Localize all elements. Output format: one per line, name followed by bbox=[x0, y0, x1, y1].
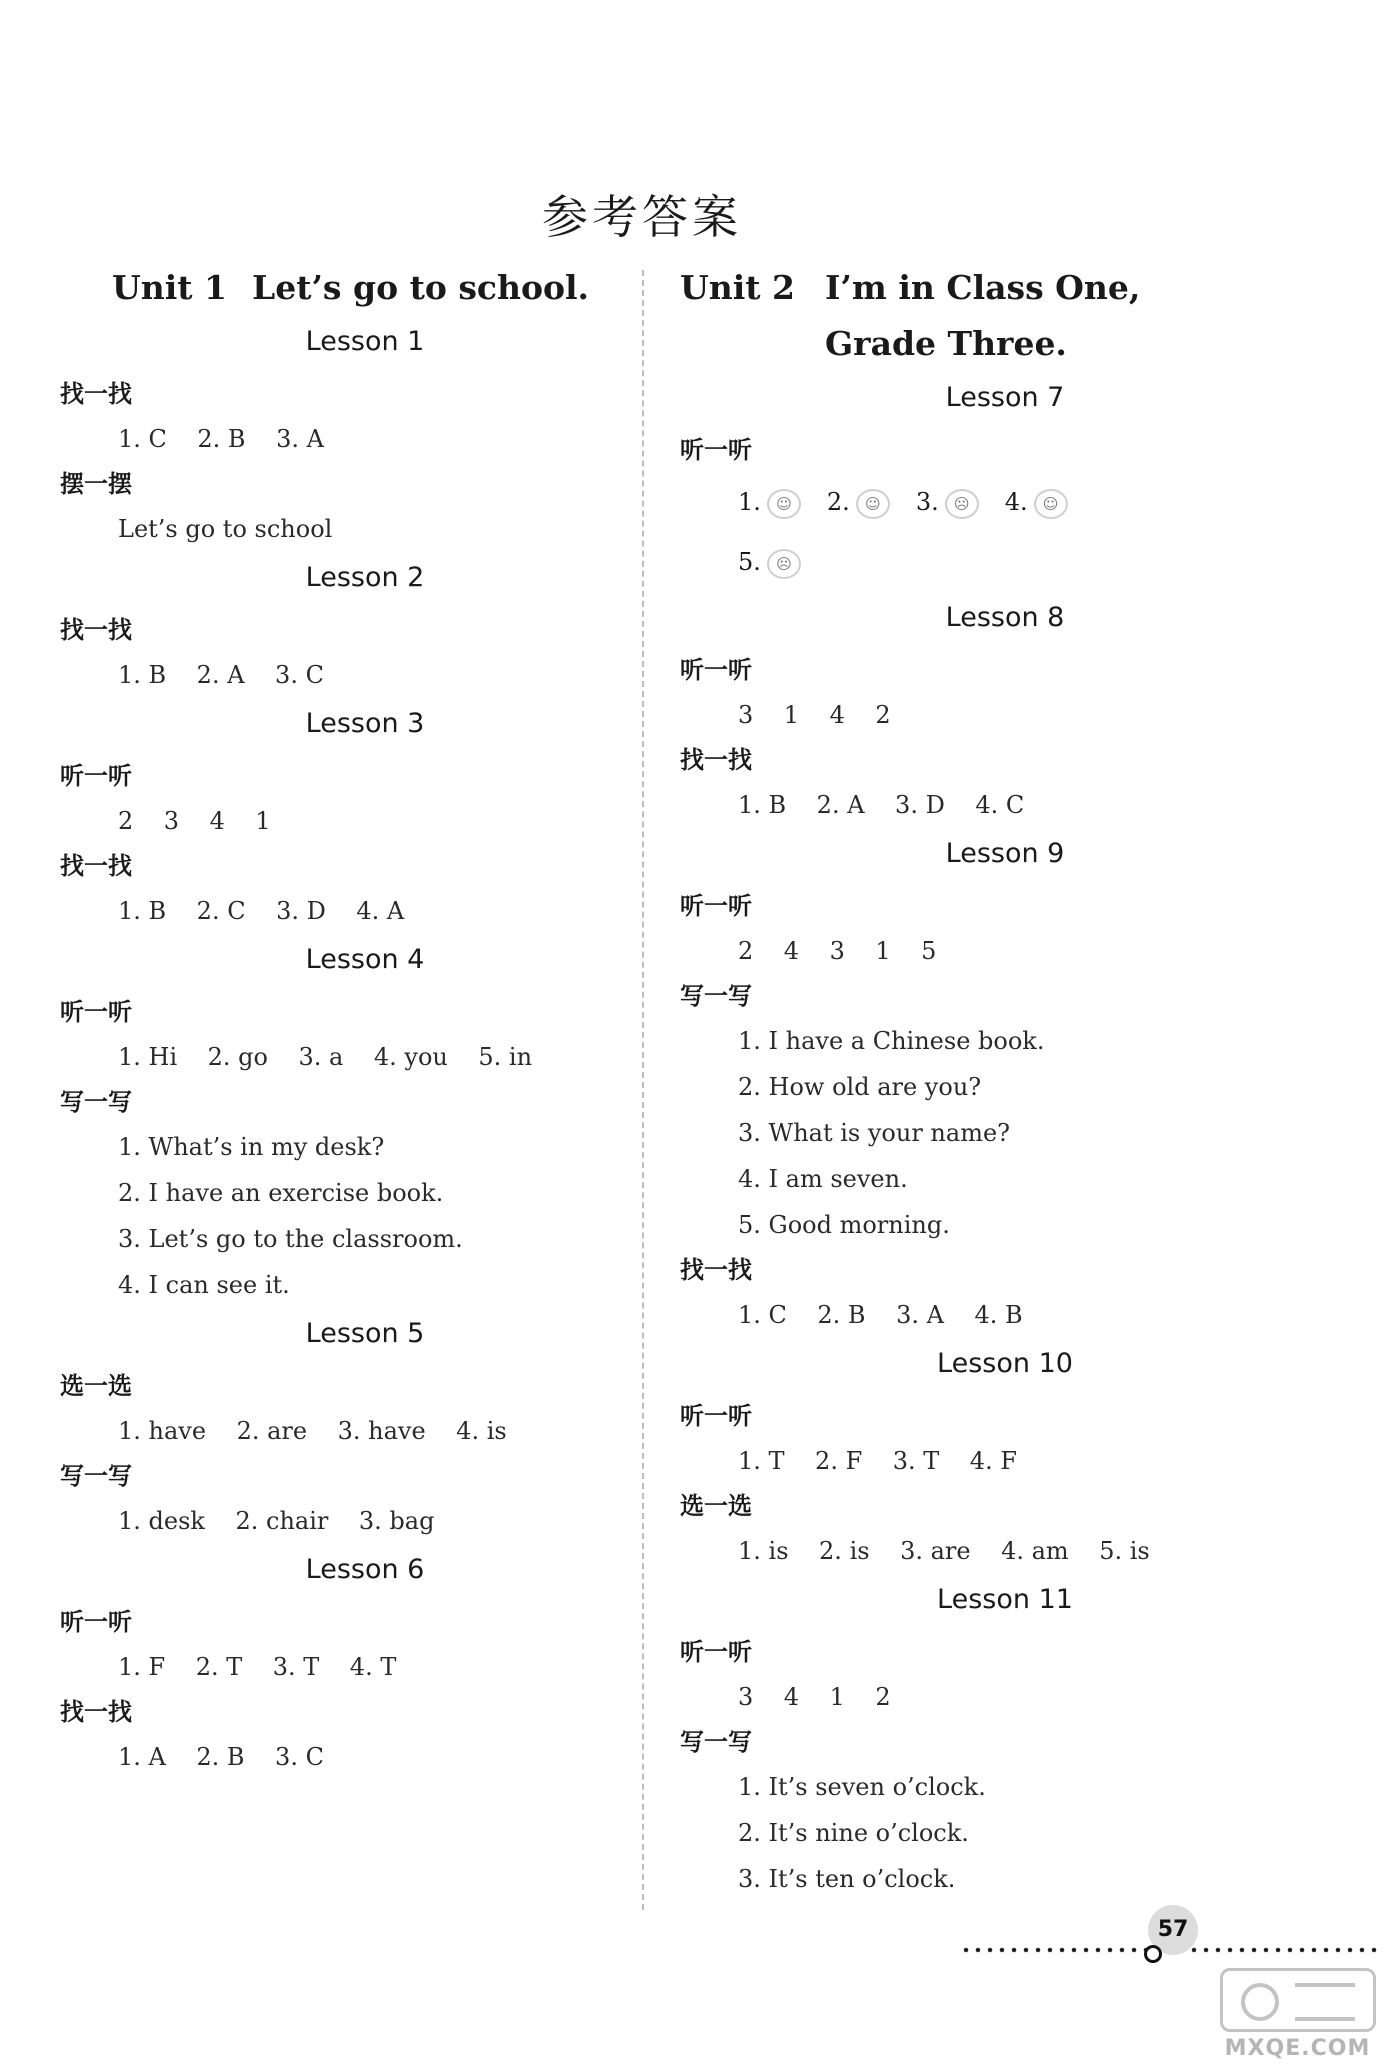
section-label: 摆一摆 bbox=[60, 470, 132, 498]
sad-face-icon: ☹ bbox=[767, 549, 801, 579]
answer-line: 2 4 3 1 5 bbox=[738, 937, 937, 965]
answer-line: 3. Let’s go to the classroom. bbox=[118, 1225, 463, 1253]
section-label: 选一选 bbox=[680, 1492, 752, 1520]
left-column bbox=[60, 260, 620, 1780]
lesson-block bbox=[60, 1550, 620, 1780]
section-label: 听一听 bbox=[60, 1608, 132, 1636]
unit-title: Let’s go to school. bbox=[252, 268, 590, 307]
face-number: 3. bbox=[915, 488, 939, 516]
lesson-title: Lesson 10 bbox=[937, 1348, 1073, 1379]
lesson-block bbox=[680, 834, 1280, 1338]
answer-line: 1. T 2. F 3. T 4. F bbox=[738, 1447, 1017, 1475]
lesson-title: Lesson 3 bbox=[305, 708, 425, 739]
unit-number: Unit 1 bbox=[112, 268, 228, 307]
lesson-title: Lesson 4 bbox=[305, 944, 425, 975]
section-label: 选一选 bbox=[60, 1372, 132, 1400]
answer-line: 5. Good morning. bbox=[738, 1211, 950, 1239]
lesson-block bbox=[60, 558, 620, 698]
answer-line: 1. B 2. C 3. D 4. A bbox=[118, 897, 405, 925]
section-label: 听一听 bbox=[680, 1402, 752, 1430]
section-label: 听一听 bbox=[60, 762, 132, 790]
section-label: 听一听 bbox=[680, 436, 752, 464]
section-label: 写一写 bbox=[60, 1088, 132, 1116]
watermark-logo-icon bbox=[1220, 1968, 1376, 2032]
watermark bbox=[1210, 1968, 1385, 2063]
lesson-block bbox=[60, 940, 620, 1308]
section-label: 写一写 bbox=[60, 1462, 132, 1490]
lesson-title: Lesson 11 bbox=[937, 1584, 1073, 1615]
section-label: 写一写 bbox=[680, 982, 752, 1010]
answer-line: 1. B 2. A 3. C bbox=[118, 661, 324, 689]
answer-line: 1. It’s seven o’clock. bbox=[738, 1773, 986, 1801]
answer-line: 1. B 2. A 3. D 4. C bbox=[738, 791, 1025, 819]
section-label: 找一找 bbox=[60, 852, 132, 880]
answer-line: 2. It’s nine o’clock. bbox=[738, 1819, 969, 1847]
right-lessons bbox=[680, 598, 1280, 1902]
lesson-block bbox=[680, 598, 1280, 828]
lesson-title: Lesson 5 bbox=[305, 1318, 425, 1349]
lesson-block bbox=[60, 704, 620, 934]
lesson-title: Lesson 1 bbox=[305, 326, 425, 357]
page-title: 参考答案 bbox=[542, 189, 742, 244]
left-lessons bbox=[60, 322, 620, 1780]
lesson-block bbox=[60, 322, 620, 552]
unit-2-heading bbox=[680, 260, 1280, 372]
answer-line: 2 3 4 1 bbox=[118, 807, 271, 835]
lesson-block bbox=[680, 1344, 1280, 1574]
faces-row bbox=[680, 532, 1280, 592]
face-answer bbox=[1005, 472, 1068, 532]
lesson-title: Lesson 7 bbox=[945, 382, 1065, 413]
unit-number: Unit 2 bbox=[680, 268, 796, 307]
page-footer bbox=[960, 1905, 1380, 1965]
answer-line: 1. have 2. are 3. have 4. is bbox=[118, 1417, 507, 1445]
face-number: 2. bbox=[826, 488, 850, 516]
section-label: 找一找 bbox=[60, 616, 132, 644]
answer-line: 1. C 2. B 3. A 4. B bbox=[738, 1301, 1023, 1329]
answer-line: 3 1 4 2 bbox=[738, 701, 891, 729]
answer-line: 4. I am seven. bbox=[738, 1165, 908, 1193]
answer-line: 4. I can see it. bbox=[118, 1271, 290, 1299]
smiley-face-icon: ☺ bbox=[856, 489, 890, 519]
sad-face-icon: ☹ bbox=[945, 489, 979, 519]
section-label: 听一听 bbox=[680, 656, 752, 684]
face-answer bbox=[738, 532, 801, 592]
answer-line: 1. A 2. B 3. C bbox=[118, 1743, 324, 1771]
section-label: 找一找 bbox=[680, 746, 752, 774]
lesson-title: Lesson 6 bbox=[305, 1554, 425, 1585]
face-answer bbox=[916, 472, 979, 532]
answer-line: 3 4 1 2 bbox=[738, 1683, 891, 1711]
lesson-block bbox=[680, 1580, 1280, 1902]
section-label: 找一找 bbox=[60, 1698, 132, 1726]
lesson-title: Lesson 2 bbox=[305, 562, 425, 593]
smiley-face-icon: ☺ bbox=[767, 489, 801, 519]
smiley-face-icon: ☺ bbox=[1034, 489, 1068, 519]
section-label: 写一写 bbox=[680, 1728, 752, 1756]
section-label: 听一听 bbox=[680, 1638, 752, 1666]
answer-line: Let’s go to school bbox=[118, 515, 333, 543]
face-number: 5. bbox=[738, 548, 761, 576]
lesson-title: Lesson 8 bbox=[945, 602, 1065, 633]
answer-line: 3. What is your name? bbox=[738, 1119, 1011, 1147]
face-number: 1. bbox=[738, 488, 761, 516]
answer-line: 1. desk 2. chair 3. bag bbox=[118, 1507, 435, 1535]
face-answer bbox=[738, 472, 801, 532]
lesson-title: Lesson 9 bbox=[945, 838, 1065, 869]
ring-icon bbox=[1144, 1945, 1162, 1963]
section-label: 找一找 bbox=[680, 1256, 752, 1284]
face-answer bbox=[827, 472, 890, 532]
watermark-text: MXQE.COM bbox=[1224, 2036, 1371, 2061]
column-divider bbox=[642, 270, 644, 1910]
right-column bbox=[680, 260, 1280, 1902]
answer-line: 1. What’s in my desk? bbox=[118, 1133, 385, 1161]
answer-line: 2. How old are you? bbox=[738, 1073, 982, 1101]
faces-row bbox=[680, 472, 1280, 532]
answer-line: 3. It’s ten o’clock. bbox=[738, 1865, 956, 1893]
face-number: 4. bbox=[1004, 488, 1028, 516]
page-number: 57 bbox=[1148, 1905, 1198, 1955]
unit-1-heading bbox=[60, 260, 620, 316]
answer-line: 2. I have an exercise book. bbox=[118, 1179, 444, 1207]
unit-title: I’m in Class One, Grade Three. bbox=[825, 268, 1141, 363]
answer-line: 1. I have a Chinese book. bbox=[738, 1027, 1045, 1055]
section-label: 听一听 bbox=[680, 892, 752, 920]
answer-line: 1. Hi 2. go 3. a 4. you 5. in bbox=[118, 1043, 533, 1071]
answer-line: 1. is 2. is 3. are 4. am 5. is bbox=[738, 1537, 1150, 1565]
section-label: 找一找 bbox=[60, 380, 132, 408]
lesson-block bbox=[60, 1314, 620, 1544]
answer-line: 1. F 2. T 3. T 4. T bbox=[118, 1653, 397, 1681]
lesson-block bbox=[680, 378, 1280, 592]
section-label: 听一听 bbox=[60, 998, 132, 1026]
answer-line: 1. C 2. B 3. A bbox=[118, 425, 324, 453]
